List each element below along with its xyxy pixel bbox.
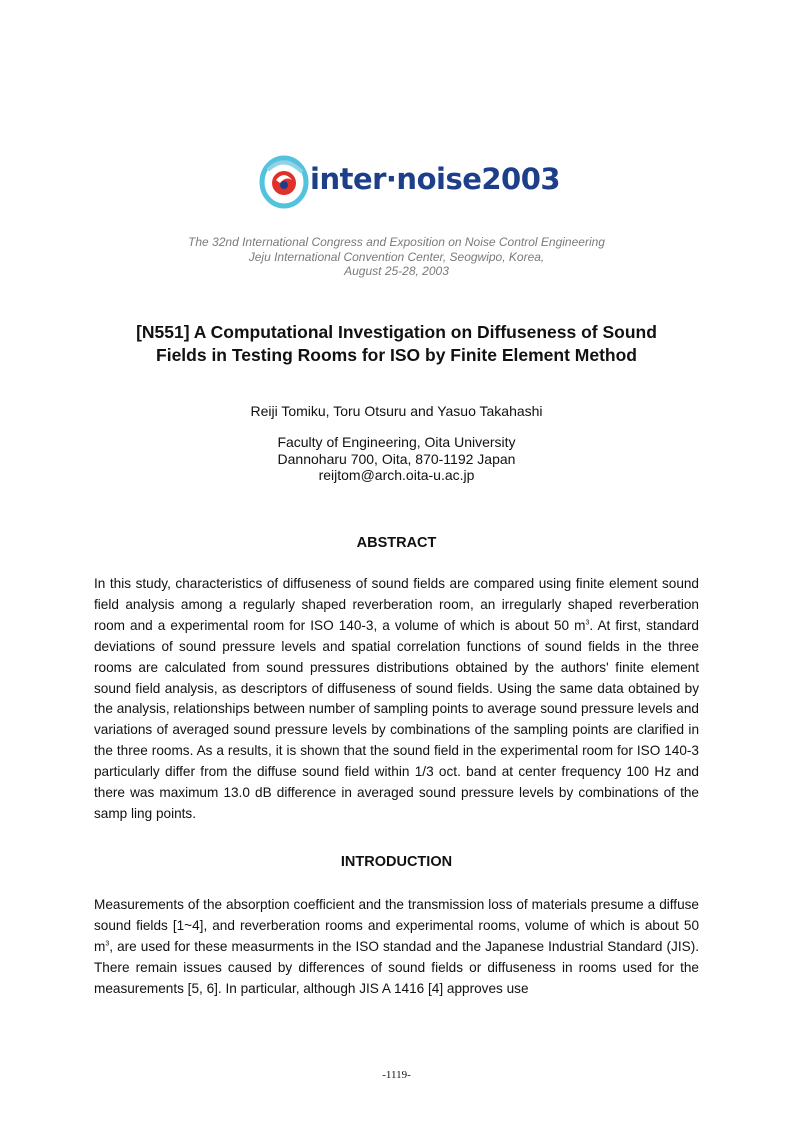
conference-venue: Jeju International Convention Center, Seogwipo, Korea, — [248, 249, 545, 264]
author-affiliation — [0, 434, 793, 484]
conference-date: August 25-28, 2003 — [344, 264, 449, 278]
superscript-3: 3 — [105, 940, 110, 948]
swirl-logo-icon — [258, 150, 310, 214]
introduction-text — [94, 895, 699, 1000]
abstract-text-part-1: In this study, characteristics of diffuseness of sound fields are compared using finite element sound field analysis among a regularly shaped reverberation room, an irregularly shaped reverberation room and a experimental room for ISO 140-3, a volume of which is about 50 m — [94, 576, 699, 633]
conference-logo — [258, 150, 561, 220]
affiliation-name: Faculty of Engineering, Oita University — [277, 434, 516, 450]
introduction-text-part-1: Measurements of the absorption coefficient and the transmission loss of materials presume a diffuse sound fields [1~4], and reverberation rooms and experimental rooms, volume of which is about 50 m — [94, 897, 699, 954]
conference-info — [0, 235, 793, 279]
paper-title-line-2: Fields in Testing Rooms for ISO by Finite Element Method — [156, 345, 637, 365]
conference-name: The 32nd International Congress and Exposition on Noise Control Engineering — [188, 235, 605, 249]
introduction-heading: INTRODUCTION — [340, 854, 453, 870]
abstract-text-part-2: . At first, standard deviations of sound pressure levels and spatial correlation functions of sound fields in the three rooms are calculated from sound pressures distributions obtained by the authors' finite element sound field analysis, as descriptors of diffuseness of sound fields. Using the same data obtained by the analysis, relationships between number of sampling points to average sound pressure levels and variations of averaged sound pressure levels by combinations of the sampling points are clarified in the three rooms. As a results, it is shown that the sound field in the experimental room for ISO 140-3 particularly differ from the diffuse sound field within 1/3 oct. band at center frequency 100 Hz and there was maximum 13.0 dB difference in averaged sound pressure levels by combinations of the samp ling points. — [94, 617, 699, 821]
author-email: reijtom@arch.oita-u.ac.jp — [318, 467, 475, 483]
page-number: -1119- — [382, 1069, 411, 1081]
abstract-text — [94, 574, 699, 825]
introduction-text-part-2: , are used for these measurments in the ISO standad and the Japanese Industrial Standard (JIS). There remain issues caused by differences of sound fields or diffuseness in rooms used for the measurements [5, 6]. In particular, although JIS A 1416 [4] approves use — [94, 938, 699, 996]
logo-wordmark: inter·noise2003 — [310, 162, 561, 196]
paper-title-line-1: [N551] A Computational Investigation on Diffuseness of Sound — [136, 322, 657, 342]
affiliation-address: Dannoharu 700, Oita, 870-1192 Japan — [277, 450, 516, 467]
paper-title — [60, 321, 733, 367]
superscript-3: 3 — [585, 619, 590, 627]
abstract-heading: ABSTRACT — [356, 535, 437, 551]
paper-authors: Reiji Tomiku, Toru Otsuru and Yasuo Takahashi — [250, 403, 543, 419]
